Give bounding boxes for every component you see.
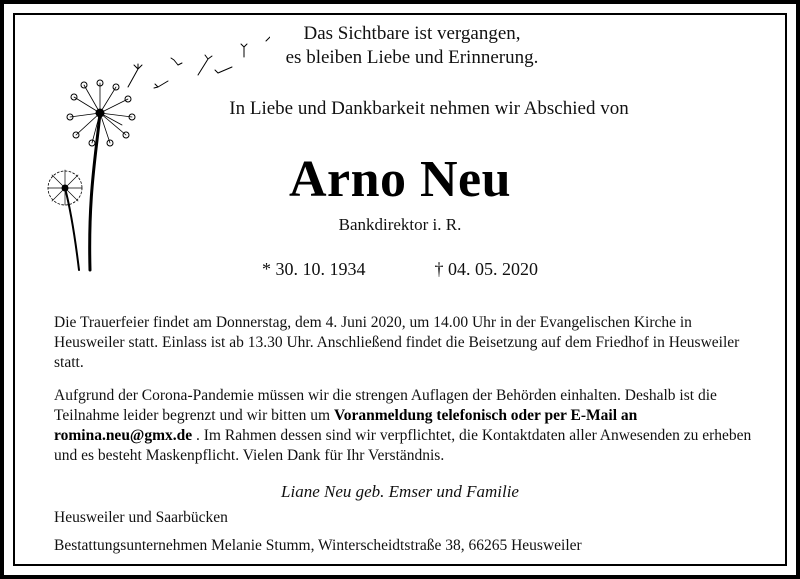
ceremony-paragraph: Die Trauerfeier findet am Donnerstag, dem 4. Juni 2020, um 14.00 Uhr in der Evangelischen Kirche in Heusweiler statt. Einlass ist ab 13.30 Uhr. Anschließend findet die Beisetzung auf dem Friedhof in Heusweiler statt. (54, 314, 740, 371)
corona-text-2: . Im Rahmen dessen sind wir verpflichtet, die Kontaktdaten aller Anwesenden zu erheben und es besteht Maskenpflicht. Vielen Dank für Ihr Verständnis. (54, 427, 752, 464)
death-date: † 04. 05. 2020 (434, 259, 538, 279)
birth-date: * 30. 10. 1934 (262, 259, 366, 279)
life-dates (0, 259, 800, 280)
corona-text-1: Aufgrund der Corona-Pandemie müssen wir die strengen Auflagen der Behörden einhalten. Deshalb ist die Teilnahme leider begrenzt und wir bitten um (54, 387, 717, 424)
deceased-title: Bankdirektor i. R. (338, 215, 462, 234)
deceased-name: Arno Neu (288, 151, 512, 208)
signature: Liane Neu geb. Emser und Familie (281, 482, 519, 501)
motto (0, 22, 800, 70)
intro-text: In Liebe und Dankbarkeit nehmen wir Abschied von (229, 98, 629, 119)
corona-paragraph (54, 386, 754, 466)
registration-notice: Voranmeldung telefonisch oder per E-Mail an romina.neu@gmx.de (54, 407, 638, 444)
motto-line-2: es bleiben Liebe und Erinnerung. (285, 47, 539, 68)
footer-location: Heusweiler und Saarbücken (54, 509, 228, 526)
motto-line-1: Das Sichtbare ist vergangen, (303, 23, 521, 44)
footer-undertaker: Bestattungsunternehmen Melanie Stumm, Winterscheidtstraße 38, 66265 Heusweiler (54, 537, 582, 554)
